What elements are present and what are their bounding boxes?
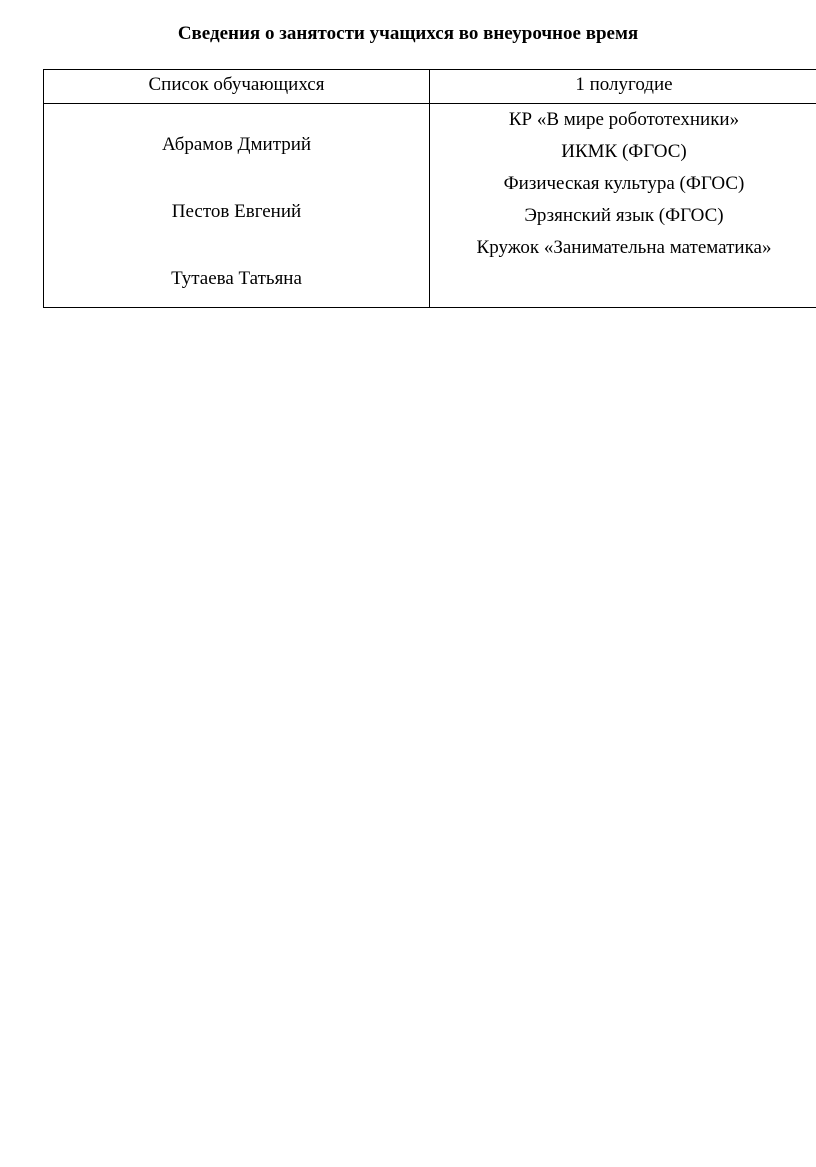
header-students: Список обучающихся [44,70,430,104]
employment-table [43,69,816,308]
student-name: Абрамов Дмитрий [161,134,312,155]
students-cell [44,104,430,308]
student-name: Пестов Евгений [171,201,302,222]
header-half-year: 1 полугодие [430,70,816,104]
table-header-row [44,70,816,104]
page-title: Сведения о занятости учащихся во внеурочное время [177,23,639,44]
activity-item: Эрзянский язык (ФГОС) [524,205,724,226]
table-row [44,104,816,308]
student-name: Тутаева Татьяна [171,268,302,289]
students-list [44,104,429,291]
activities-list [430,104,816,260]
activity-item: КР «В мире робототехники» [508,109,740,130]
activities-cell [430,104,816,308]
activity-item: Физическая культура (ФГОС) [503,173,745,194]
activity-item: ИКМК (ФГОС) [561,141,687,162]
activity-item: Кружок «Занимательна математика» [476,237,772,258]
